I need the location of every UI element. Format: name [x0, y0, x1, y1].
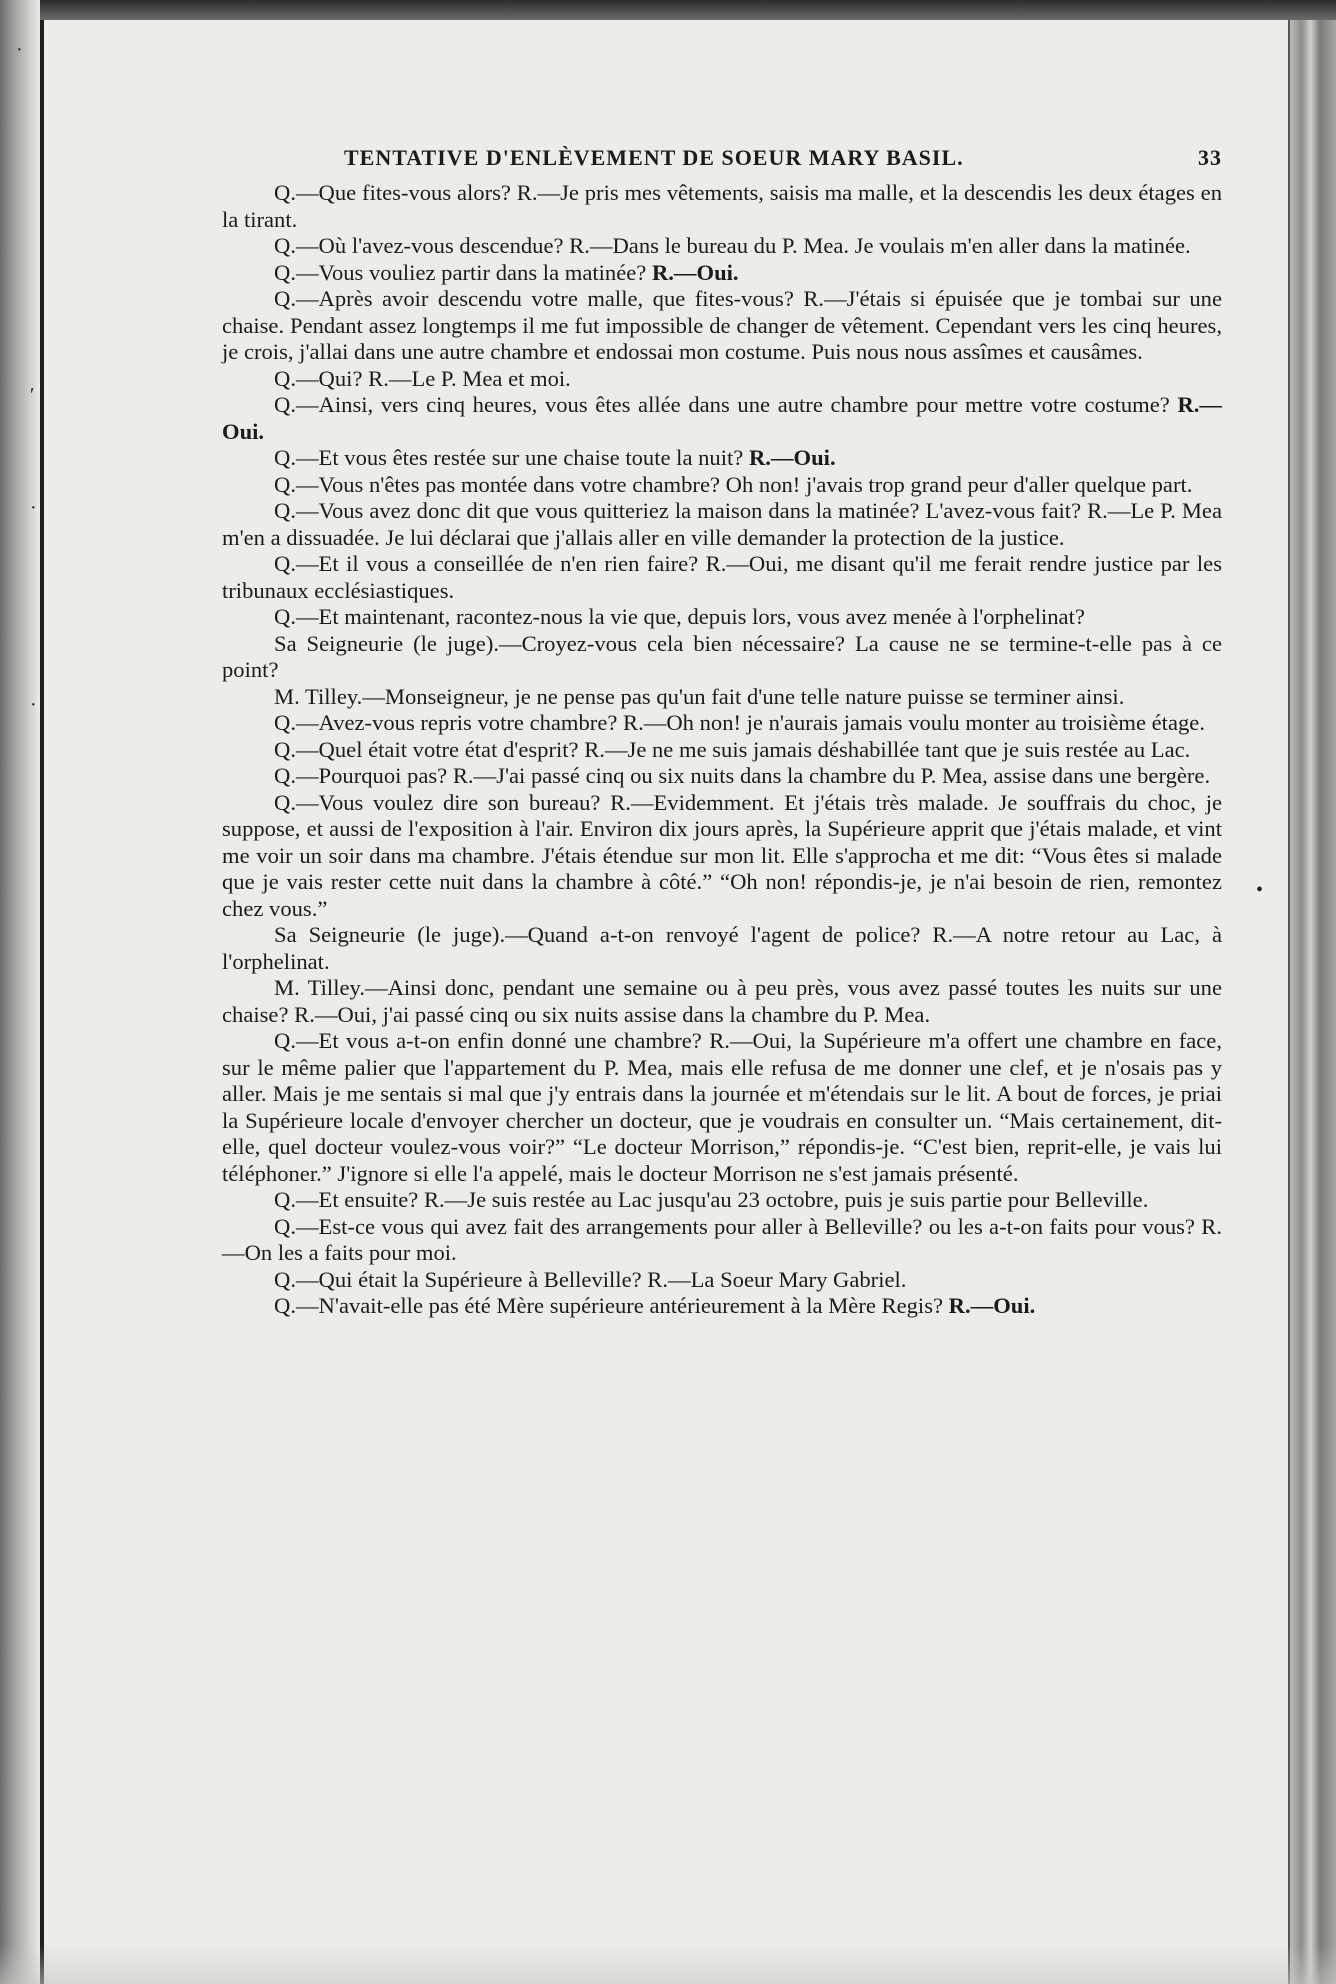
- running-header: [222, 140, 1222, 180]
- scan-bottom-shadow: [0, 1944, 1336, 1984]
- paragraph-text: Q.—Vous n'êtes pas montée dans votre chambre? Oh non! j'avais trop grand peur d'aller quelque part.: [274, 471, 1193, 497]
- paragraph-answer: R.—Oui.: [748, 445, 836, 470]
- paragraph-answer: R.—Oui.: [651, 259, 739, 285]
- scan-speck: ·: [16, 39, 23, 61]
- paragraph-text: Q.—N'avait-elle pas été Mère supérieure antérieurement à la Mère Regis?: [274, 1293, 949, 1318]
- testimony-paragraph: [222, 180, 1222, 233]
- testimony-paragraph: [222, 1214, 1222, 1267]
- scan-speck: ·: [30, 694, 37, 716]
- testimony-paragraph: [222, 472, 1222, 499]
- paragraph-text: Q.—Vous voulez dire son bureau? R.—Evidemment. Et j'étais très malade. Je souffrais du choc, je suppose, et aussi de l'exposition à l'air. Environ dix jours après, la Supérieure apprit que j'étais malade, et vint me voir un soir dans ma chambre. J'étais étendue sur mon lit. Elle s'approcha et me dit: “Vous êtes si malade que je vais rester cette nuit dans la chambre à côté.” “Oh non! répondis-je, je n'ai besoin de rien, remontez chez vous.”: [222, 789, 1222, 921]
- testimony-paragraph: [222, 763, 1222, 790]
- testimony-paragraph: [222, 286, 1222, 366]
- paragraph-text: Q.—Qui? R.—Le P. Mea et moi.: [274, 365, 571, 391]
- paragraph-text: Q.—Vous avez donc dit que vous quitteriez la maison dans la matinée? L'avez-vous fait? R.—Le P. Mea m'en a dissuadée. Je lui déclarai que j'allais aller en ville demander la protection de la justice.: [222, 498, 1222, 550]
- testimony-paragraph: [222, 392, 1222, 445]
- page-left-edge: [40, 20, 44, 1984]
- testimony-paragraph: [222, 498, 1222, 551]
- testimony-paragraph: [222, 1187, 1222, 1214]
- paragraph-answer: R.—Oui.: [222, 392, 1222, 444]
- paragraph-text: Q.—Vous vouliez partir dans la matinée?: [274, 259, 652, 285]
- scan-left-margin: [0, 0, 40, 1984]
- testimony-paragraph: [222, 975, 1222, 1028]
- paragraph-text: Q.—Ainsi, vers cinq heures, vous êtes allée dans une autre chambre pour mettre votre costume?: [274, 392, 1178, 417]
- testimony-paragraph: [222, 1293, 1222, 1320]
- book-page: [222, 140, 1222, 1320]
- scan-speck: ·: [30, 497, 37, 519]
- paragraph-text: Q.—Qui était la Supérieure à Belleville? R.—La Soeur Mary Gabriel.: [274, 1266, 907, 1292]
- running-title: TENTATIVE D'ENLÈVEMENT DE SOEUR MARY BASIL.: [344, 145, 964, 170]
- testimony-paragraph: [222, 684, 1222, 711]
- page-number: 33: [1198, 145, 1222, 170]
- scan-speck: •: [1256, 879, 1264, 901]
- paragraph-text: Q.—Avez-vous repris votre chambre? R.—Oh non! je n'aurais jamais voulu monter au troisième étage.: [274, 710, 1205, 735]
- paragraph-text: Q.—Pourquoi pas? R.—J'ai passé cinq ou six nuits dans la chambre du P. Mea, assise dans une bergère.: [274, 763, 1211, 788]
- paragraph-text: Sa Seigneurie (le juge).—Croyez-vous cela bien nécessaire? La cause ne se termine-t-elle pas à ce point?: [222, 630, 1222, 682]
- testimony-paragraph: [222, 922, 1222, 975]
- testimony-paragraph: [222, 366, 1222, 393]
- testimony-paragraph: [222, 631, 1222, 684]
- page-body: [222, 180, 1222, 1320]
- paragraph-text: M. Tilley.—Ainsi donc, pendant une semaine ou à peu près, vous avez passé toutes les nuits sur une chaise? R.—Oui, j'ai passé cinq ou six nuits assise dans la chambre du P. Mea.: [222, 975, 1222, 1027]
- paragraph-text: Q.—Et maintenant, racontez-nous la vie que, depuis lors, vous avez menée à l'orphelinat?: [274, 604, 1085, 629]
- testimony-paragraph: [222, 233, 1222, 260]
- testimony-paragraph: [222, 604, 1222, 631]
- testimony-paragraph: [222, 260, 1222, 287]
- testimony-paragraph: [222, 1028, 1222, 1187]
- paragraph-text: Sa Seigneurie (le juge).—Quand a-t-on renvoyé l'agent de police? R.—A notre retour au Lac, à l'orphelinat.: [222, 922, 1222, 974]
- paragraph-text: Q.—Est-ce vous qui avez fait des arrangements pour aller à Belleville? ou les a-t-on faits pour vous? R.—On les a faits pour moi.: [222, 1213, 1222, 1265]
- testimony-paragraph: [222, 551, 1222, 604]
- paragraph-text: Q.—Et ensuite? R.—Je suis restée au Lac jusqu'au 23 octobre, puis je suis partie pour Belleville.: [274, 1187, 1149, 1212]
- paragraph-text: Q.—Où l'avez-vous descendue? R.—Dans le bureau du P. Mea. Je voulais m'en aller dans la matinée.: [274, 233, 1191, 258]
- paragraph-text: Q.—Après avoir descendu votre malle, que fites-vous? R.—J'étais si épuisée que je tombai sur une chaise. Pendant assez longtemps il me fut impossible de changer de vêtement. Cependant vers les cinq heures, je crois, j'allai dans une autre chambre et endossai mon costume. Puis nous nous assîmes et causâmes.: [222, 286, 1222, 364]
- paragraph-text: Q.—Que fites-vous alors? R.—Je pris mes vêtements, saisis ma malle, et la descendis les deux étages en la tirant.: [222, 180, 1222, 232]
- paragraph-text: Q.—Et vous êtes restée sur une chaise toute la nuit?: [274, 445, 749, 470]
- testimony-paragraph: [222, 790, 1222, 923]
- paragraph-answer: R.—Oui.: [948, 1293, 1036, 1318]
- book-binding-edge: [1290, 20, 1336, 1984]
- scan-top-border: [0, 0, 1336, 20]
- paragraph-text: M. Tilley.—Monseigneur, je ne pense pas qu'un fait d'une telle nature puisse se terminer ainsi.: [274, 683, 1125, 709]
- paragraph-text: Q.—Et il vous a conseillée de n'en rien faire? R.—Oui, me disant qu'il me ferait rendre justice par les tribunaux ecclésiastiques.: [222, 551, 1222, 603]
- testimony-paragraph: [222, 445, 1222, 472]
- paragraph-text: Q.—Quel était votre état d'esprit? R.—Je ne me suis jamais déshabillée tant que je suis restée au Lac.: [274, 736, 1191, 762]
- testimony-paragraph: [222, 1267, 1222, 1294]
- testimony-paragraph: [222, 710, 1222, 737]
- scan-speck: ′: [30, 384, 35, 406]
- testimony-paragraph: [222, 737, 1222, 764]
- paragraph-text: Q.—Et vous a-t-on enfin donné une chambre? R.—Oui, la Supérieure m'a offert une chambre en face, sur le même palier que l'appartement du P. Mea, mais elle refusa de me donner une clef, et je n'osais pas y aller. Mais je me sentais si mal que j'y entrais dans la journée et m'étendais sur le lit. A bout de forces, je priai la Supérieure locale d'envoyer chercher un docteur, que je voudrais en consulter un. “Mais certainement, dit-elle, quel docteur voulez-vous voir?” “Le docteur Morrison,” répondis-je. “C'est bien, reprit-elle, je vais lui téléphoner.” J'ignore si elle l'a appelé, mais le docteur Morrison ne s'est jamais présenté.: [222, 1028, 1222, 1186]
